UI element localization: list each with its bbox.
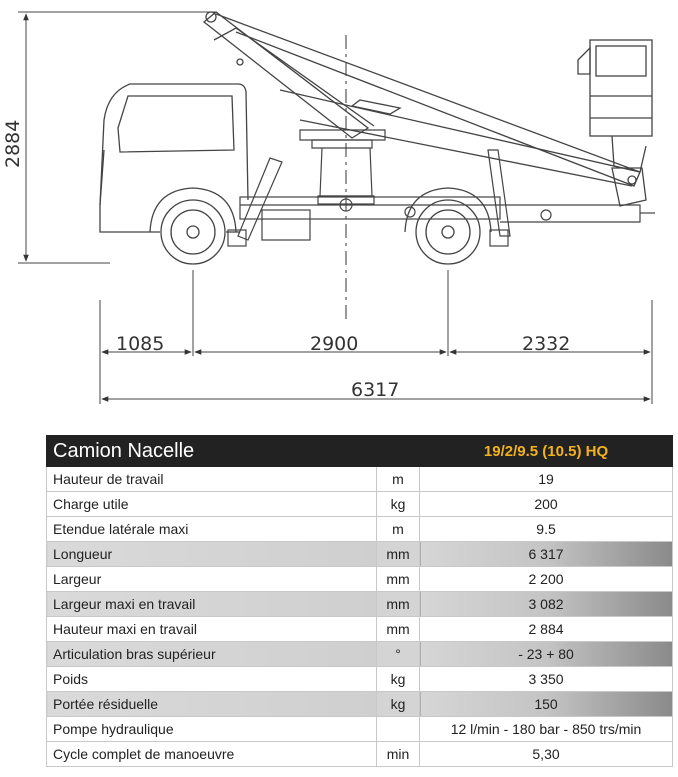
row-label: Longueur [47,542,377,567]
row-unit: kg [377,692,420,717]
table-row [47,642,673,667]
rear-wheel [405,188,491,264]
row-value: 2 200 [420,567,673,592]
wheelbase-label: 2900 [310,333,359,355]
row-label: Charge utile [47,492,377,517]
row-value: 12 l/min - 180 bar - 850 trs/min [420,717,673,742]
row-value: 5,30 [420,742,673,767]
row-value: - 23 + 80 [420,642,673,667]
row-unit: kg [377,667,420,692]
table-row [47,717,673,742]
row-value: 2 884 [420,617,673,642]
front-wheel [150,188,236,264]
table-row [47,742,673,767]
row-unit: mm [377,542,420,567]
table-row [47,542,673,567]
row-value: 3 350 [420,667,673,692]
row-value: 9.5 [420,517,673,542]
total-length-label: 6317 [351,379,400,401]
table-title: Camion Nacelle [47,436,420,467]
row-label: Hauteur maxi en travail [47,617,377,642]
table-header [47,436,673,467]
rear-overhang-label: 2332 [522,333,571,355]
row-label: Poids [47,667,377,692]
row-label: Etendue latérale maxi [47,517,377,542]
row-label: Portée résiduelle [47,692,377,717]
row-value: 6 317 [420,542,673,567]
row-unit: mm [377,617,420,642]
row-value: 200 [420,492,673,517]
specifications-table [46,435,672,767]
row-unit: m [377,467,420,492]
turret [300,130,385,196]
front-overhang-label: 1085 [116,333,165,355]
row-unit: mm [377,592,420,617]
platform-basket [578,40,652,206]
table-row [47,517,673,542]
row-value: 3 082 [420,592,673,617]
row-unit: min [377,742,420,767]
table-row [47,567,673,592]
row-label: Cycle complet de manoeuvre [47,742,377,767]
row-unit: kg [377,492,420,517]
row-label: Pompe hydraulique [47,717,377,742]
height-label: 2884 [2,119,24,168]
row-value: 150 [420,692,673,717]
truck-chassis [240,196,655,240]
height-dimension [18,12,215,263]
row-unit [377,717,420,742]
boom-upper [216,14,640,186]
row-label: Articulation bras supérieur [47,642,377,667]
table-row [47,592,673,617]
truck-cab [100,84,248,232]
row-label: Largeur [47,567,377,592]
table-row [47,692,673,717]
table-row [47,492,673,517]
row-unit: m [377,517,420,542]
row-unit: ° [377,642,420,667]
table-row [47,617,673,642]
model-name: 19/2/9.5 (10.5) HQ [420,436,673,467]
row-label: Largeur maxi en travail [47,592,377,617]
row-value: 19 [420,467,673,492]
row-unit: mm [377,567,420,592]
table-row [47,467,673,492]
outriggers [228,150,510,246]
row-label: Hauteur de travail [47,467,377,492]
table-row [47,667,673,692]
